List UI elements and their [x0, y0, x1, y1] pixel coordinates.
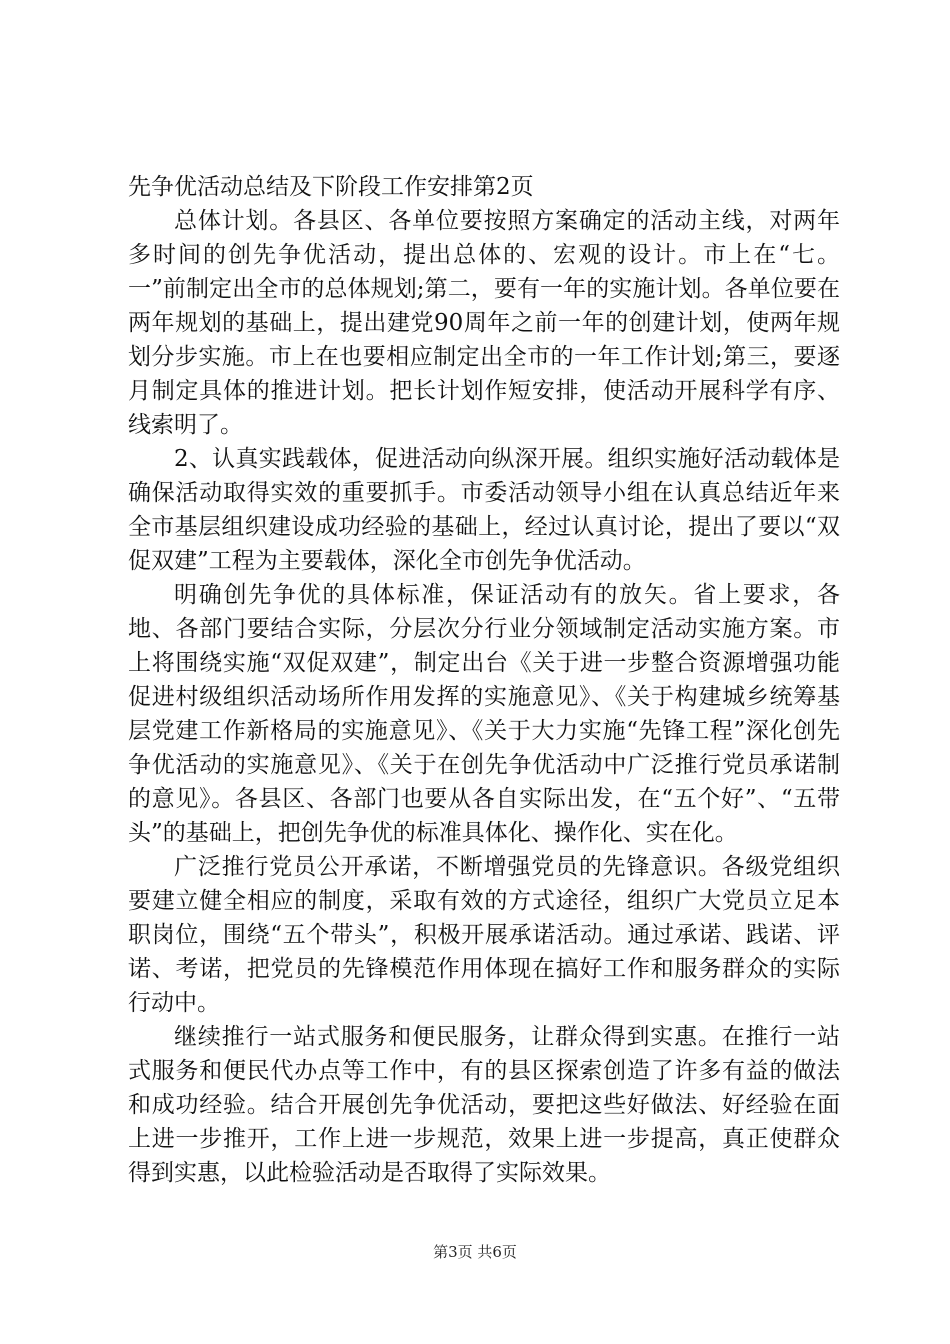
paragraph-4: 广泛推行党员公开承诺，不断增强党员的先锋意识。各级党组织要建立健全相应的制度，采取有效的方式途径，组织广大党员立足本职岗位，围绕“五个带头”，积极开展承诺活动。通过承诺、践诺、评诺、考诺，把党员的先锋模范作用体现在搞好工作和服务群众的实际行动中。: [128, 854, 840, 1016]
document-body: [128, 170, 840, 1190]
paragraph-5: 继续推行一站式服务和便民服务，让群众得到实惠。在推行一站式服务和便民代办点等工作中，有的县区探索创造了许多有益的做法和成功经验。结合开展创先争优活动，要把这些好做法、好经验在面上进一步推开，工作上进一步规范，效果上进一步提高，真正使群众得到实惠，以此检验活动是否取得了实际效果。: [128, 1024, 840, 1186]
paragraph-1: 总体计划。各县区、各单位要按照方案确定的活动主线，对两年多时间的创先争优活动，提出总体的、宏观的设计。市上在“七。一”前制定出全市的总体规划;第二，要有一年的实施计划。各单位要在两年规划的基础上，提出建党90周年之前一年的创建计划，使两年规划分步实施。市上在也要相应制定出全市的一年工作计划;第三，要逐月制定具体的推进计划。把长计划作短安排，使活动开展科学有序、线索明了。: [128, 208, 840, 438]
page-footer: 第3页 共6页: [433, 1243, 517, 1261]
paragraph-2: 2、认真实践载体，促进活动向纵深开展。组织实施好活动载体是确保活动取得实效的重要抓手。市委活动领导小组在认真总结近年来全市基层组织建设成功经验的基础上，经过认真讨论，提出了要以“双促双建”工程为主要载体，深化全市创先争优活动。: [128, 446, 840, 574]
paragraph-3: 明确创先争优的具体标准，保证活动有的放矢。省上要求，各地、各部门要结合实际，分层次分行业分领域制定活动实施方案。市上将围绕实施“双促双建”，制定出台《关于进一步整合资源增强功能促进村级组织活动场所作用发挥的实施意见》、《关于构建城乡统筹基层党建工作新格局的实施意见》、《关于大力实施“先锋工程”深化创先争优活动的实施意见》、《关于在创先争优活动中广泛推行党员承诺制的意见》。各县区、各部门也要从各自实际出发，在“五个好”、“五带头”的基础上，把创先争优的标准具体化、操作化、实在化。: [128, 582, 840, 846]
document-title: 先争优活动总结及下阶段工作安排第2页: [128, 174, 534, 200]
